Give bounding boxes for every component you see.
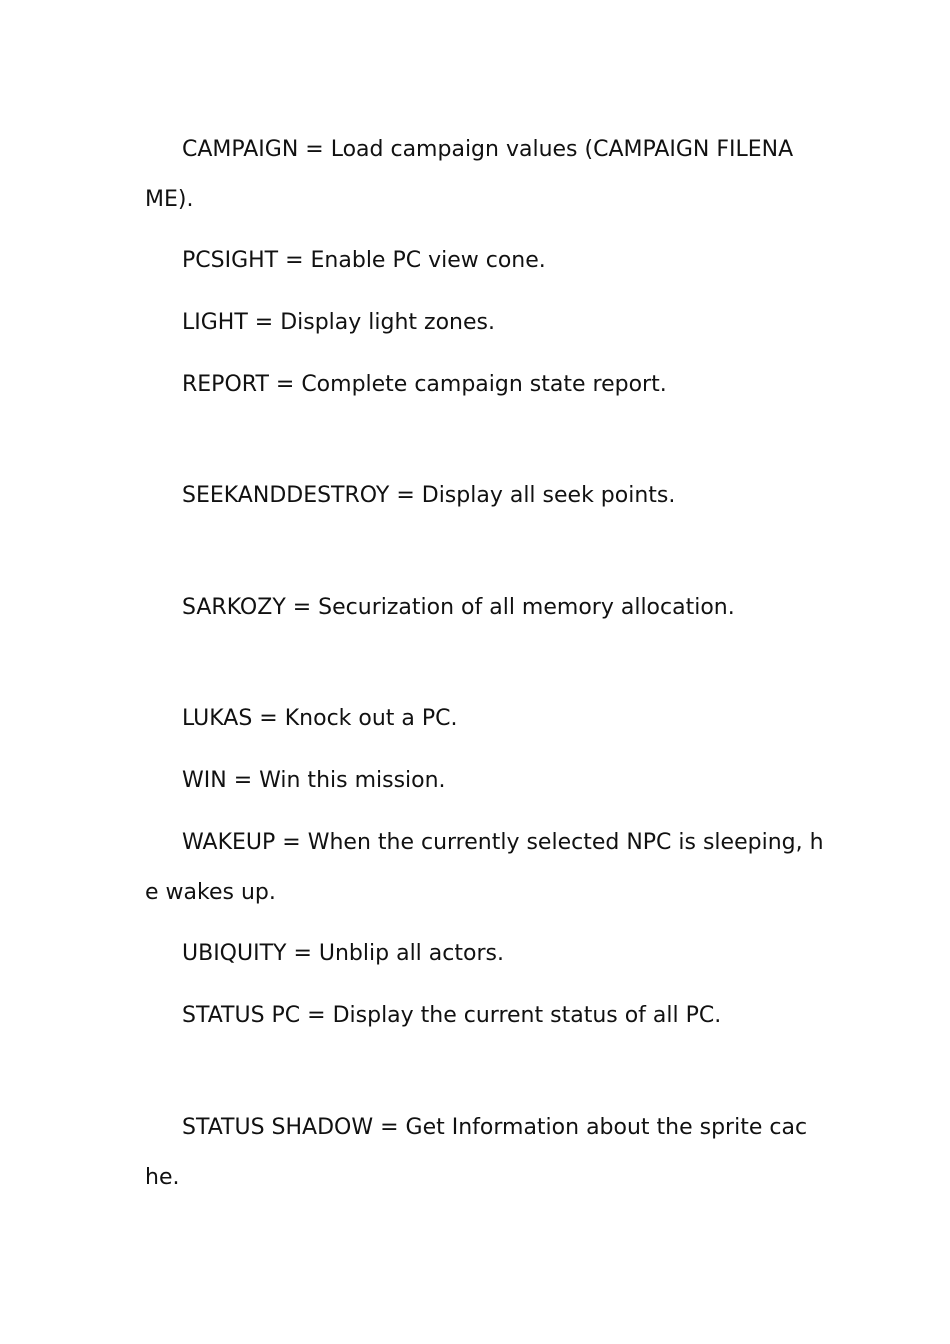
text-line-lukas: LUKAS = Knock out a PC. <box>182 706 458 731</box>
text-line-light: LIGHT = Display light zones. <box>182 310 495 335</box>
text-line-seekanddestroy: SEEKANDDESTROY = Display all seek points. <box>182 483 676 508</box>
text-line-report: REPORT = Complete campaign state report. <box>182 372 667 397</box>
text-line-ubiquity: UBIQUITY = Unblip all actors. <box>182 941 504 966</box>
text-line-wakeup: WAKEUP = When the currently selected NPC is sleeping, h <box>182 830 824 855</box>
text-line-campaign: CAMPAIGN = Load campaign values (CAMPAIGN FILENA <box>182 137 794 162</box>
text-line-pcsight: PCSIGHT = Enable PC view cone. <box>182 248 546 273</box>
text-line-sarkozy: SARKOZY = Securization of all memory allocation. <box>182 595 735 620</box>
text-line-status-shadow-continued: he. <box>145 1165 180 1190</box>
text-line-status-shadow: STATUS SHADOW = Get Information about the sprite cac <box>182 1115 808 1140</box>
text-line-status-pc: STATUS PC = Display the current status of all PC. <box>182 1003 722 1028</box>
text-line-campaign-continued: ME). <box>145 187 194 212</box>
text-line-wakeup-continued: e wakes up. <box>145 880 276 905</box>
text-line-win: WIN = Win this mission. <box>182 768 446 793</box>
